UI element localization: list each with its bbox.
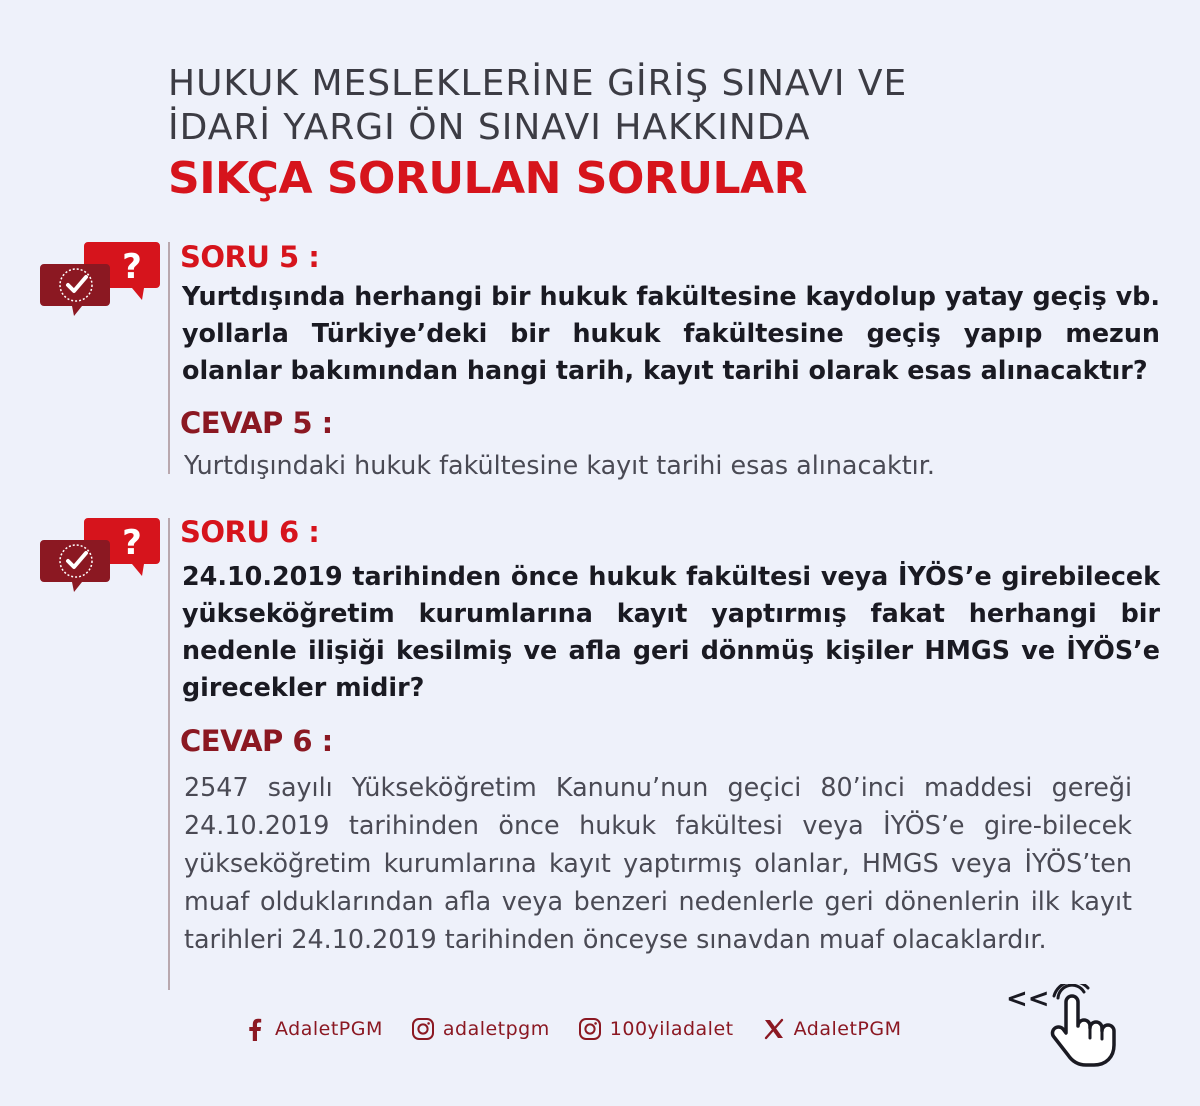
header-line-1: HUKUK MESLEKLERİNE GİRİŞ SINAVI VE bbox=[168, 63, 908, 104]
social-footer bbox=[243, 1017, 929, 1041]
answer-label-6: CEVAP 6 : bbox=[180, 724, 333, 758]
x-icon bbox=[762, 1017, 786, 1041]
svg-text:?: ? bbox=[122, 523, 142, 563]
instagram-icon bbox=[411, 1017, 435, 1041]
swipe-nav[interactable] bbox=[1004, 980, 1134, 1070]
social-label-x: AdaletPGM bbox=[793, 1018, 902, 1040]
answer-text-6: 2547 sayılı Yükseköğretim Kanunu’nun geçici 80’inci maddesi gereği 24.10.2019 tarihinden önce hukuk fakültesi veya İYÖS’e gire-bilecek yükseköğretim kurumlarına kayıt yaptırmış olanlar, HMGS veya İYÖS’ten muaf olduklarından afla veya benzeri nedenlerle geri dönenlerin ilk kayıt tarihleri 24.10.2019 tarihinden önceyse sınavdan muaf olacaklardır. bbox=[184, 772, 1132, 954]
question-label-6: SORU 6 : bbox=[180, 515, 320, 549]
question-check-bubbles-icon bbox=[40, 238, 160, 318]
question-label-5: SORU 5 : bbox=[180, 240, 320, 274]
social-label-facebook: AdaletPGM bbox=[275, 1018, 383, 1040]
instagram-icon bbox=[578, 1017, 602, 1041]
facebook-icon bbox=[243, 1017, 267, 1041]
header-highlight: SIKÇA SORULAN SORULAR bbox=[168, 153, 807, 204]
page-header bbox=[168, 62, 1068, 206]
answer-text-5: Yurtdışındaki hukuk fakültesine kayıt tarihi esas alınacaktır. bbox=[184, 450, 935, 480]
swipe-hand-icon bbox=[1044, 984, 1134, 1070]
section-divider-6 bbox=[168, 518, 170, 990]
answer-label-5: CEVAP 5 : bbox=[180, 406, 333, 440]
header-line-2: İDARİ YARGI ÖN SINAVI HAKKINDA bbox=[168, 107, 811, 148]
question-text-6: 24.10.2019 tarihinden önce hukuk fakültesi veya İYÖS’e girebilecek yükseköğretim kurumlarına kayıt yaptırmış fakat herhangi bir nedenle ilişiği kesilmiş ve afla geri dönmüş kişiler HMGS ve İYÖS’e girecekler midir? bbox=[182, 561, 1160, 702]
svg-text:?: ? bbox=[122, 247, 142, 287]
social-instagram-1[interactable] bbox=[411, 1017, 550, 1041]
chevrons-left-icon: << bbox=[1006, 984, 1050, 1014]
question-check-bubbles-icon bbox=[40, 514, 160, 594]
section-divider-5 bbox=[168, 242, 170, 474]
social-instagram-2[interactable] bbox=[578, 1017, 734, 1041]
social-label-instagram-2: 100yiladalet bbox=[609, 1018, 734, 1040]
question-text-5: Yurtdışında herhangi bir hukuk fakültesine kaydolup yatay geçiş vb. yollarla Türkiye’deki bir hukuk fakültesine geçiş yapıp mezun olanlar bakımından hangi tarih, kayıt tarihi olarak esas alınacaktır? bbox=[182, 281, 1160, 385]
social-x[interactable] bbox=[762, 1017, 902, 1041]
social-label-instagram-1: adaletpgm bbox=[442, 1018, 550, 1040]
social-facebook[interactable] bbox=[243, 1017, 383, 1041]
